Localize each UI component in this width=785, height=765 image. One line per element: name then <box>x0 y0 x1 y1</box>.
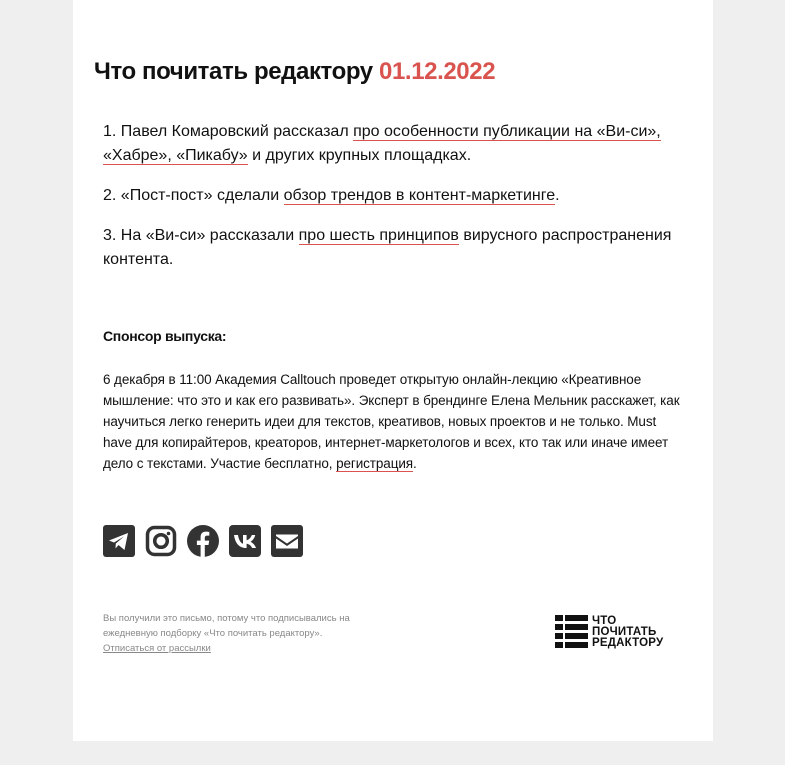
logo-line: ЧТО <box>592 614 617 627</box>
issue-date: 01.12.2022 <box>379 58 496 85</box>
sponsor-heading: Спонсор выпуска: <box>103 328 227 344</box>
sponsor-end: . <box>413 456 417 471</box>
page-title <box>94 58 495 86</box>
footer-text: Вы получили это письмо, потому что подписывались на ежедневную подборку «Что почитать редактору». <box>103 613 350 639</box>
logo-line: ПОЧИТАТЬ <box>592 625 657 638</box>
facebook-icon[interactable] <box>187 524 219 558</box>
brand-logo[interactable] <box>555 615 663 649</box>
item-text: . <box>555 187 560 204</box>
article-list <box>103 120 688 288</box>
vk-icon[interactable] <box>229 524 261 558</box>
logo-mark-icon <box>555 615 588 649</box>
telegram-icon[interactable] <box>103 524 135 558</box>
list-item <box>103 224 688 272</box>
email-icon[interactable] <box>271 524 303 558</box>
article-link[interactable]: про шесть принципов <box>298 227 459 244</box>
item-text: и других крупных площадках. <box>247 147 472 164</box>
list-item <box>103 120 688 168</box>
logo-wordmark <box>592 616 663 649</box>
footer-note <box>103 611 403 656</box>
sponsor-body: 6 декабря в 11:00 Академия Calltouch проведет открытую онлайн-лекцию «Креативное мышление: что это и как его развивать». Эксперт в брендинге Елена Мельник расскажет, как научиться легко генерить идеи для текстов, креативов, новых проектов и не только. Must have для копирайтеров, креаторов, интернет-маркетологов и всех, кто так или иначе имеет дело с текстами. Участие бесплатно, <box>103 372 680 471</box>
registration-link[interactable]: регистрация <box>336 456 413 471</box>
social-links <box>103 524 303 558</box>
article-link[interactable]: обзор трендов в контент-маркетинге <box>283 187 556 204</box>
sponsor-text <box>103 369 688 474</box>
instagram-icon[interactable] <box>145 524 177 558</box>
item-text: 1. Павел Комаровский рассказал <box>103 123 354 140</box>
article-link[interactable]: про особенности публикации на «Ви-си», «Хабре», «Пикабу» <box>103 123 661 164</box>
item-text: 2. «Пост-пост» сделали <box>103 187 284 204</box>
unsubscribe-link[interactable]: Отписаться от рассылки <box>103 643 211 654</box>
email-card <box>73 0 713 741</box>
item-text: вирусного распространения контента. <box>103 227 672 268</box>
list-item <box>103 184 688 208</box>
logo-line: РЕДАКТОРУ <box>592 636 664 649</box>
item-text: 3. На «Ви-си» рассказали <box>103 227 299 244</box>
title-text: Что почитать редактору <box>94 58 373 85</box>
